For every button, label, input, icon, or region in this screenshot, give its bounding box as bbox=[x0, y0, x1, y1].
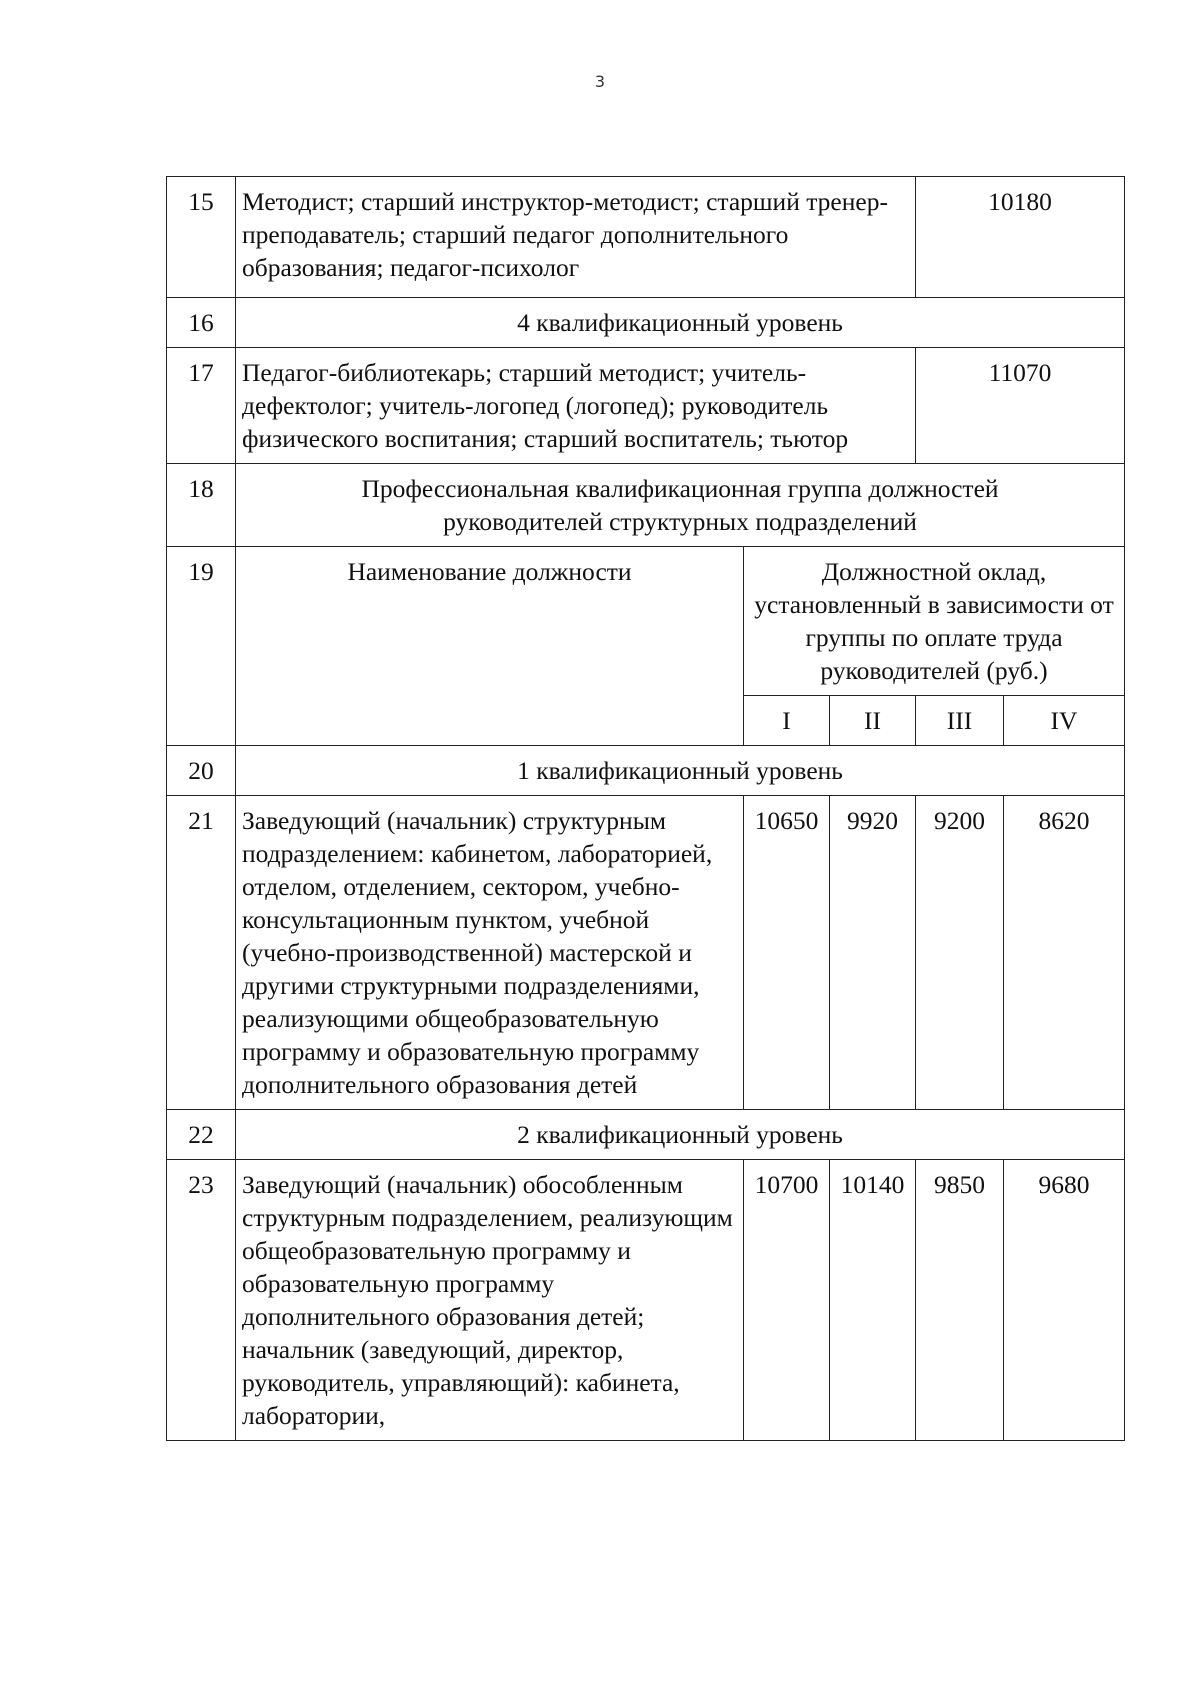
qualification-level-heading: 4 квалификационный уровень bbox=[236, 298, 1125, 348]
table-row-15 bbox=[167, 177, 1125, 298]
position-name: Заведующий (начальник) структурным подразделением: кабинетом, лабораторией, отделом, отделением, сектором, учебно-консультационным пунктом, учебной (учебно-производственной) мастерской и другими структурными подразделениями, реализующими общеобразовательную программу и образовательную программу дополнительного образования детей bbox=[236, 796, 744, 1110]
row-number: 15 bbox=[167, 177, 236, 298]
table-row-20 bbox=[167, 746, 1125, 796]
salary-group-iii: 9850 bbox=[916, 1160, 1004, 1441]
salary-group-iii: 9200 bbox=[916, 796, 1004, 1110]
salary-group-ii: 10140 bbox=[830, 1160, 916, 1441]
group-iii-header: III bbox=[916, 696, 1004, 746]
qualification-level-heading: 1 квалификационный уровень bbox=[236, 746, 1125, 796]
qualification-level-heading: 2 квалификационный уровень bbox=[236, 1110, 1125, 1160]
row-number: 19 bbox=[167, 547, 236, 746]
salary-group-iv: 8620 bbox=[1004, 796, 1125, 1110]
salary-table bbox=[166, 176, 1125, 1441]
group-i-header: I bbox=[744, 696, 830, 746]
table-row-23 bbox=[167, 1160, 1125, 1441]
table-row-18 bbox=[167, 464, 1125, 547]
table-row-19 bbox=[167, 547, 1125, 696]
position-name: Заведующий (начальник) обособленным структурным подразделением, реализующим общеобразовательную программу и образовательную программу дополнительного образования детей; начальник (заведующий, директор, руководитель, управляющий): кабинета, лаборатории, bbox=[236, 1160, 744, 1441]
table-row-22 bbox=[167, 1110, 1125, 1160]
salary-group-i: 10700 bbox=[744, 1160, 830, 1441]
row-number: 17 bbox=[167, 348, 236, 464]
salary-group-ii: 9920 bbox=[830, 796, 916, 1110]
group-ii-header: II bbox=[830, 696, 916, 746]
page-number: 3 bbox=[594, 72, 606, 91]
position-name: Методист; старший инструктор-методист; старший тренер-преподаватель; старший педагог дополнительного образования; педагог-психолог bbox=[236, 177, 916, 298]
table-row-17 bbox=[167, 348, 1125, 464]
position-name-header: Наименование должности bbox=[236, 547, 744, 746]
salary-group-iv: 9680 bbox=[1004, 1160, 1125, 1441]
row-number: 21 bbox=[167, 796, 236, 1110]
row-number: 18 bbox=[167, 464, 236, 547]
salary-value: 11070 bbox=[916, 348, 1125, 464]
row-number: 22 bbox=[167, 1110, 236, 1160]
group-iv-header: IV bbox=[1004, 696, 1125, 746]
row-number: 20 bbox=[167, 746, 236, 796]
position-name: Педагог-библиотекарь; старший методист; учитель-дефектолог; учитель-логопед (логопед); руководитель физического воспитания; старший воспитатель; тьютор bbox=[236, 348, 916, 464]
row-number: 23 bbox=[167, 1160, 236, 1441]
group-heading: Профессиональная квалификационная группа должностей руководителей структурных подразделений bbox=[236, 464, 1125, 547]
table-row-16 bbox=[167, 298, 1125, 348]
salary-value: 10180 bbox=[916, 177, 1125, 298]
table-row-21 bbox=[167, 796, 1125, 1110]
row-number: 16 bbox=[167, 298, 236, 348]
salary-group-i: 10650 bbox=[744, 796, 830, 1110]
salary-header: Должностной оклад, установленный в зависимости от группы по оплате труда руководителей (руб.) bbox=[744, 547, 1125, 696]
